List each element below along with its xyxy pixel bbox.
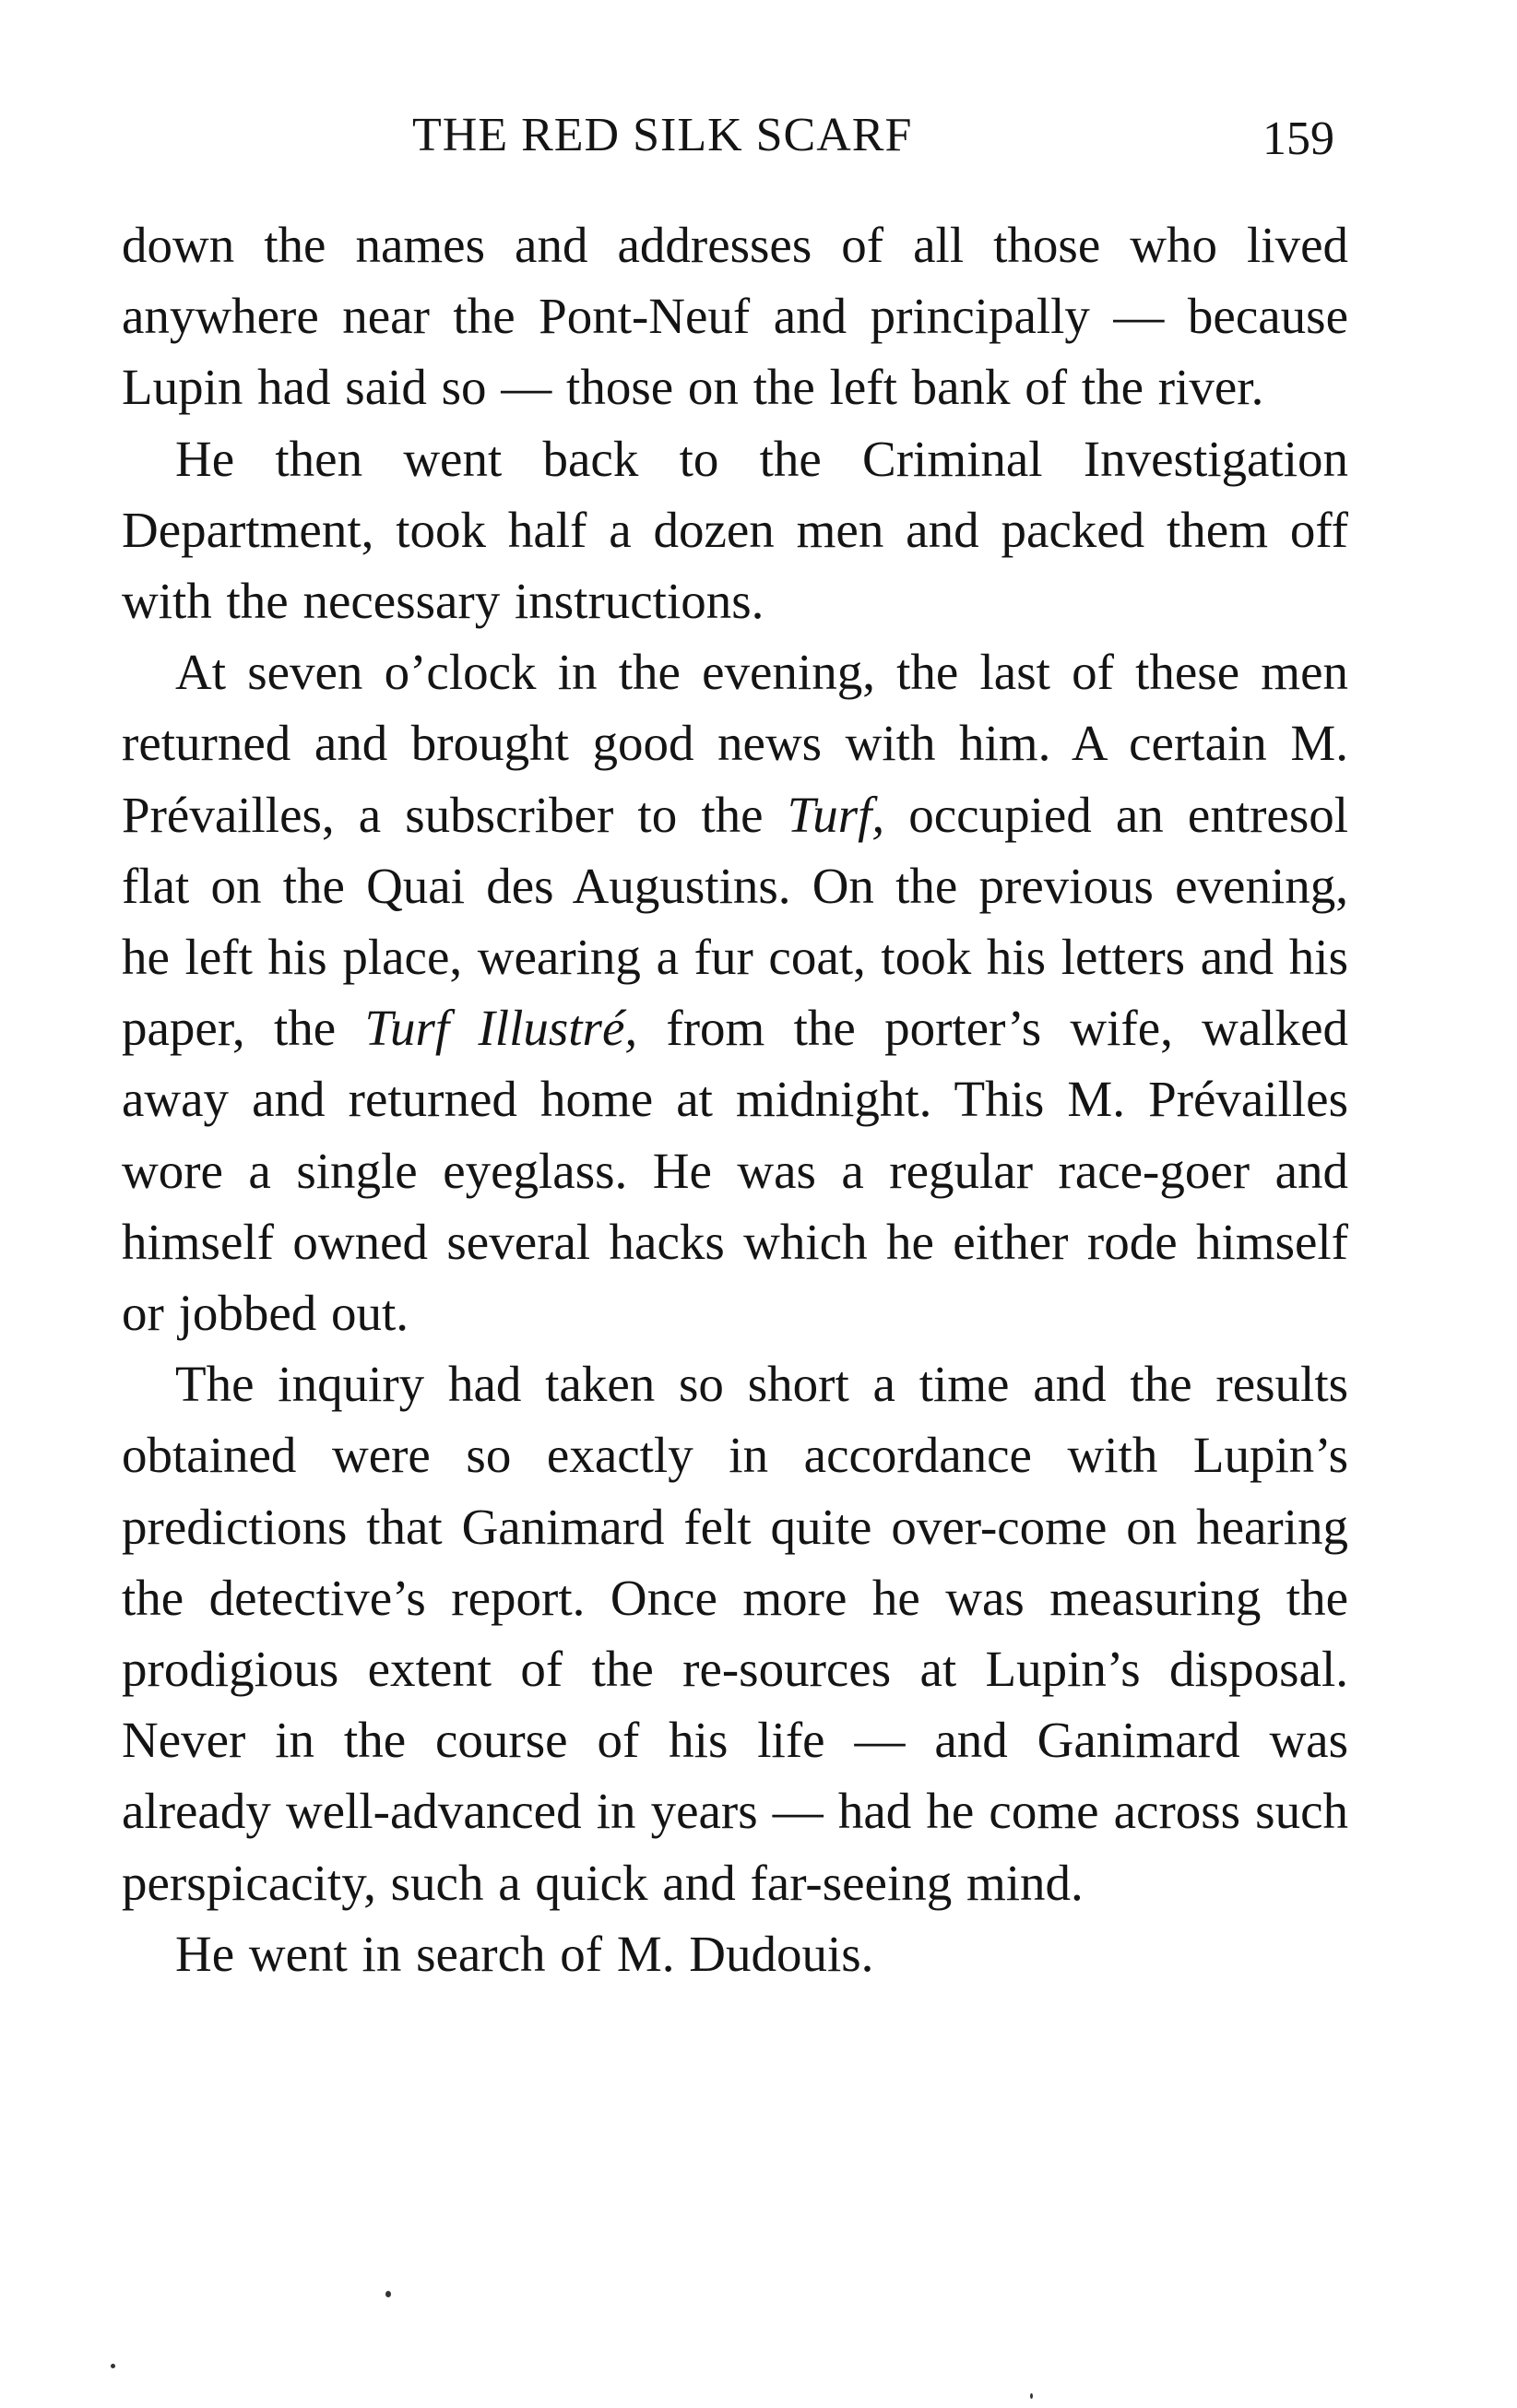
paragraph-text: down the names and addresses of all those who lived anywhere near the Pont-Neuf and principally — because Lupin had said so — those on the left bank of the river. <box>122 217 1348 416</box>
running-head <box>122 103 1348 168</box>
paragraph-3 <box>122 636 1348 1348</box>
paragraph-2 <box>122 423 1348 637</box>
print-speck <box>1030 2393 1033 2399</box>
italic-title-turf-illustre: Turf Illustré, <box>364 1000 638 1057</box>
paragraph-text: occupied an entresol flat on the Quai des Augustins. On the previous evening, he left his place, wearing a fur coat, took his letters and his paper, the <box>122 786 1349 1057</box>
paragraph-text: He then went back to the Criminal Investigation Department, took half a dozen men and packed them off with the necessary instructions. <box>122 430 1348 630</box>
paragraph-4 <box>122 1348 1348 1918</box>
paragraph-text: He went in search of M. Dudouis. <box>175 1925 874 1982</box>
body-text <box>122 209 1348 1989</box>
paragraph-text: At seven o’clock in the evening, the last of these men returned and brought good news with him. A certain M. Prévailles, a subscriber to the <box>122 644 1348 843</box>
paragraph-1 <box>122 209 1348 423</box>
page-number: 159 <box>1262 113 1334 165</box>
running-title: THE RED SILK SCARF <box>412 109 913 161</box>
paragraph-text: from the porter’s wife, walked away and returned home at midnight. This M. Prévailles wore a single eyeglass. He was a regular race-goer and himself owned several hacks which he either rode himself or jobbed out. <box>122 1000 1348 1342</box>
paragraph-5 <box>122 1918 1348 1989</box>
paragraph-text: The inquiry had taken so short a time and the results obtained were so exactly in accordance with Lupin’s predictions that Ganimard felt quite over-come on hearing the detective’s report. Once more he was measuring the prodigious extent of the re-sources at Lupin’s disposal. Never in the course of his life — and Ganimard was already well-advanced in years — had he come across such perspicacity, such a quick and far-seeing mind. <box>122 1356 1348 1911</box>
print-speck <box>385 2291 391 2297</box>
italic-title-turf: Turf, <box>787 786 885 843</box>
print-speck <box>111 2364 115 2368</box>
